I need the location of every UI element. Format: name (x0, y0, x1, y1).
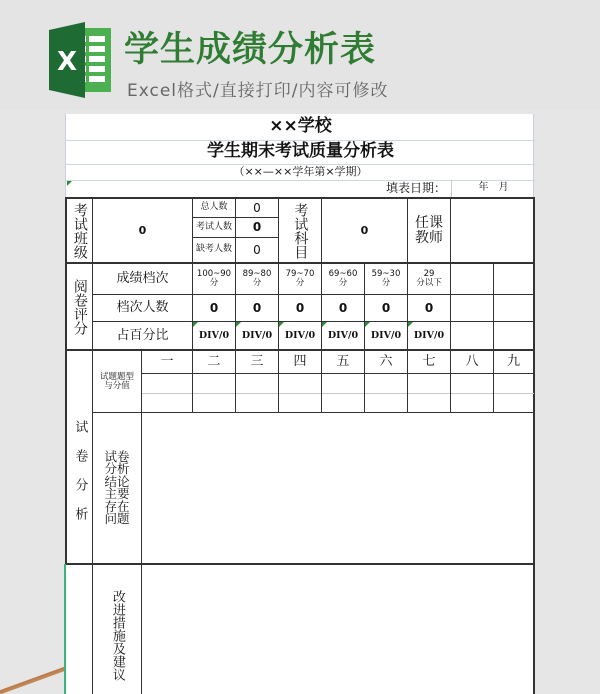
semester: （××—××学年第×学期） (233, 165, 368, 179)
sheet-edge (64, 564, 66, 694)
band-range-1: 100~90 分 (196, 269, 232, 288)
band-percent-5[interactable]: DIV/0 (370, 329, 402, 341)
improvement-value[interactable] (142, 565, 533, 694)
question-col-5: 五 (336, 354, 350, 370)
band-count-6[interactable]: 0 (424, 300, 434, 315)
band-percent-4[interactable]: DIV/0 (327, 329, 359, 341)
band-count-2[interactable]: 0 (252, 300, 262, 315)
banner-subtitle: Excel格式/直接打印/内容可修改 (127, 81, 389, 101)
taken-value[interactable]: 0 (252, 220, 262, 235)
teacher-value[interactable] (451, 199, 533, 262)
band-percent-3[interactable]: DIV/0 (284, 329, 316, 341)
question-col-9: 九 (506, 354, 520, 370)
subject-label-text: 考试科目 (292, 202, 309, 259)
school-name: ××学校 (269, 116, 332, 137)
band-count-3[interactable]: 0 (295, 300, 305, 315)
cell-comment-marker (365, 322, 370, 327)
total-value[interactable]: 0 (253, 200, 261, 215)
subject-value[interactable]: 0 (360, 223, 369, 237)
band-percent-label: 占百分比 (116, 327, 169, 343)
taken-label: 考试人数 (195, 221, 232, 232)
logo-letter: X (56, 47, 78, 77)
cell-comment-marker (279, 322, 284, 327)
analysis-section-label (67, 351, 92, 564)
question-col-4: 四 (293, 354, 307, 370)
question-col-1: 一 (160, 354, 174, 370)
date-label: 填表日期： (385, 181, 446, 196)
form-title: 学生期末考试质量分析表 (207, 141, 394, 162)
analysis-section-text: 试卷分析 (72, 419, 88, 536)
band-count-1[interactable]: 0 (209, 300, 219, 315)
question-col-8: 八 (465, 354, 479, 370)
band-percent-1[interactable]: DIV/0 (198, 329, 230, 341)
total-label: 总人数 (200, 202, 228, 213)
cell-comment-marker (67, 181, 72, 186)
band-range-3: 79~70 分 (285, 269, 315, 288)
class-label (67, 199, 92, 262)
conclusion-value[interactable] (142, 413, 533, 563)
band-percent-6[interactable]: DIV/0 (413, 329, 445, 341)
class-label-text: 考试班级 (71, 202, 88, 259)
date-value[interactable]: 年 月 (478, 182, 509, 194)
banner (0, 0, 600, 110)
desk-decoration (0, 655, 64, 694)
question-col-6: 六 (379, 354, 393, 370)
question-col-3: 三 (250, 354, 264, 370)
teacher-label-text: 任课教师 (415, 214, 443, 246)
conclusion-label: 试卷分析结论主要存在问题 (104, 448, 130, 526)
grade-band-label: 成绩档次 (116, 271, 169, 287)
question-col-2: 二 (207, 354, 221, 370)
cell-comment-marker (322, 322, 327, 327)
excel-icon (45, 22, 113, 98)
grading-section-text: 阅卷评分 (71, 278, 88, 335)
cell-comment-marker (236, 322, 241, 327)
band-range-2: 89~80 分 (242, 269, 272, 288)
cell-comment-marker (408, 322, 413, 327)
absent-label: 缺考人数 (195, 244, 232, 255)
banner-title: 学生成绩分析表 (124, 30, 377, 70)
subject-label (279, 199, 321, 262)
cell-comment-marker (193, 322, 198, 327)
band-range-4: 69~60 分 (328, 269, 358, 288)
band-count-label: 档次人数 (116, 300, 169, 316)
band-range-5: 59~30 分 (371, 269, 401, 288)
class-value[interactable]: 0 (138, 223, 147, 237)
grading-section-label (67, 264, 92, 349)
band-count-5[interactable]: 0 (381, 300, 391, 315)
band-percent-2[interactable]: DIV/0 (241, 329, 273, 341)
band-range-6: 29 分以下 (416, 269, 442, 288)
teacher-label (408, 199, 450, 262)
band-count-4[interactable]: 0 (338, 300, 348, 315)
question-col-7: 七 (422, 354, 436, 370)
improvement-label: 改进措施及建议 (109, 590, 125, 681)
absent-value[interactable]: 0 (253, 242, 261, 257)
question-type-label: 试题题型与分值 (99, 372, 134, 391)
